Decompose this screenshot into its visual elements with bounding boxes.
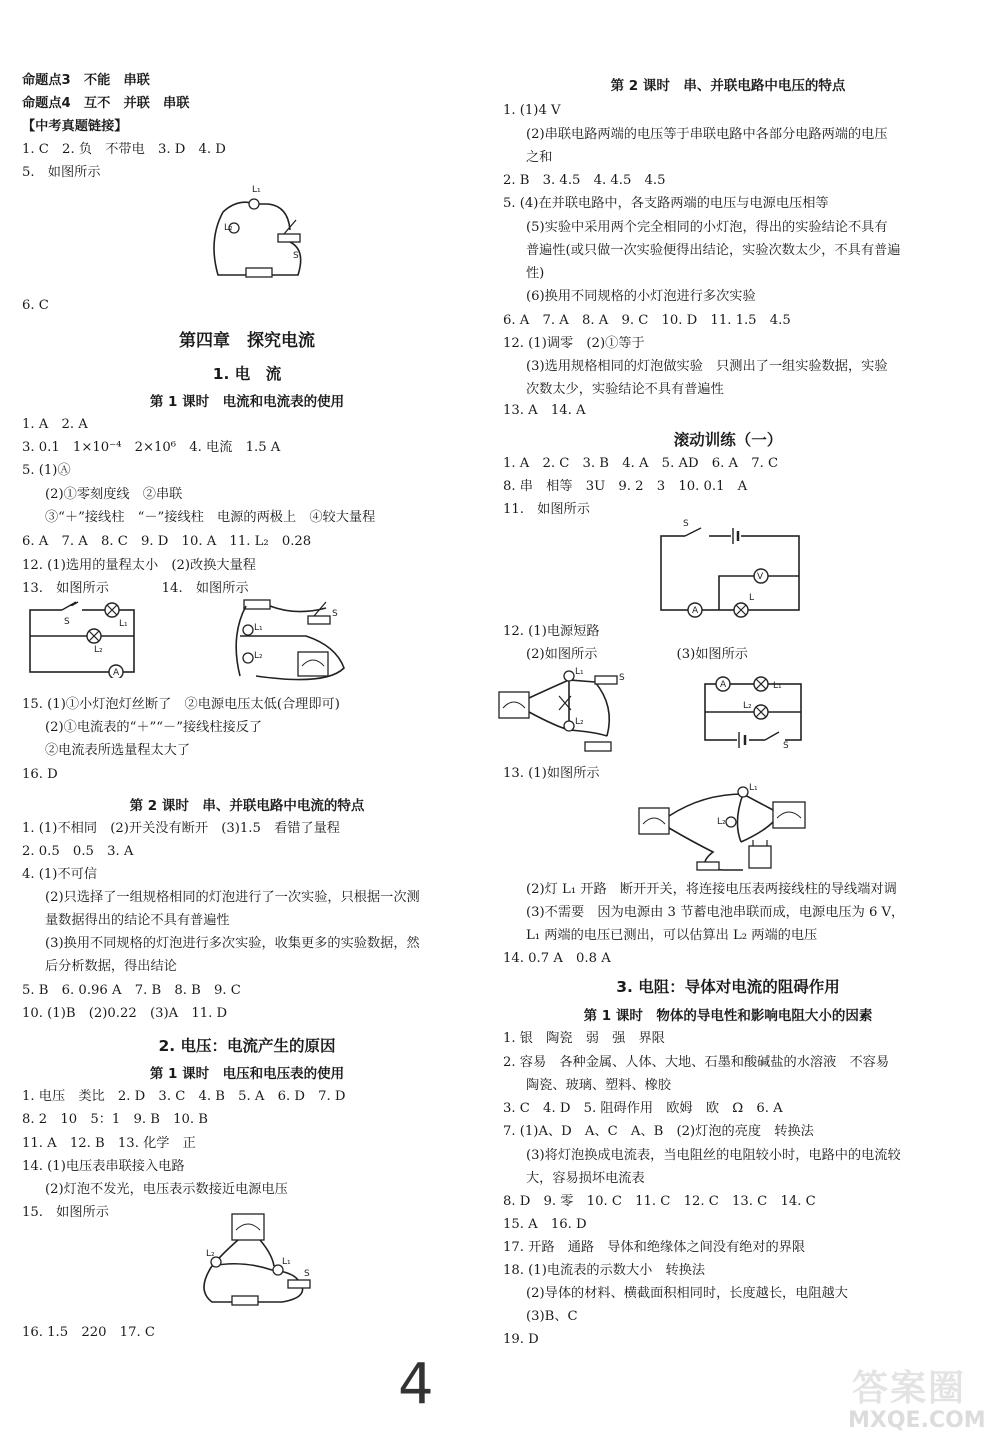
answer-line: 12. (1)电源短路 xyxy=(503,624,600,639)
label-s: S xyxy=(332,609,338,619)
answer-line: 14. (1)电压表串联接入电路 xyxy=(22,1159,185,1174)
label-l2: L₂ xyxy=(743,701,752,711)
circuit-figure-12-2 xyxy=(495,666,635,756)
answer-line: 13. A 14. A xyxy=(503,403,586,418)
page-number: 4 xyxy=(398,1352,434,1417)
answer-line: 次数太少，实验结论不具有普遍性 xyxy=(526,382,724,397)
label-l: L xyxy=(749,593,755,603)
answer-line: 4. (1)不可信 xyxy=(22,867,98,882)
answer-line: 1. (1)不相同 (2)开关没有断开 (3)1.5 看错了量程 xyxy=(22,821,340,836)
answer-line: (6)换用不同规格的小灯泡进行多次实验 xyxy=(526,289,756,304)
label-s: S xyxy=(619,673,625,683)
answer-line: 5. (1)Ⓐ xyxy=(22,463,71,478)
lesson-title: 第 2 课时 串、并联电路中电压的特点 xyxy=(610,78,846,94)
label-v: V xyxy=(757,572,764,582)
answer-line: 2. B 3. 4.5 4. 4.5 4.5 xyxy=(503,173,666,188)
answer-line: 15. A 16. D xyxy=(503,1217,587,1232)
lesson-title: 第 1 课时 电压和电压表的使用 xyxy=(149,1066,345,1082)
answer-line: L₁ 两端的电压已测出，可以估算出 L₂ 两端的电压 xyxy=(526,928,818,943)
answer-line: 2. 0.5 0.5 3. A xyxy=(22,844,134,859)
chapter-title: 第四章 探究电流 xyxy=(179,331,315,351)
answer-line: (2)灯泡不发光，电压表示数接近电源电压 xyxy=(45,1182,288,1197)
answer-line: (2)①电流表的“＋”“－”接线柱接反了 xyxy=(45,720,263,735)
answer-line: 10. (1)B (2)0.22 (3)A 11. D xyxy=(22,1006,228,1021)
label-l1: L₁ xyxy=(773,681,782,691)
answer-line: 1. 银 陶瓷 弱 强 界限 xyxy=(503,1031,665,1046)
label-l1: L₁ xyxy=(575,667,584,677)
circuit-figure-13 xyxy=(24,600,142,678)
label-s: S xyxy=(293,251,299,261)
answer-line: 之和 xyxy=(526,150,553,165)
exam-link-heading: 【中考真题链接】 xyxy=(22,119,128,134)
label-a: A xyxy=(692,606,699,616)
watermark-url: MXQE.COM xyxy=(848,1408,986,1433)
label-l1: L₁ xyxy=(749,783,758,793)
answer-line: (3)选用规格相同的灯泡做实验 只测出了一组实验数据，实验 xyxy=(526,359,888,374)
answer-line: ②电流表所选量程太大了 xyxy=(45,743,191,758)
circuit-figure-11 xyxy=(655,518,805,618)
label-a: A xyxy=(113,668,120,678)
label-s: S xyxy=(683,519,689,529)
circuit-figure-12-3 xyxy=(699,668,807,750)
circuit-figure-15 xyxy=(182,1210,322,1310)
answer-line: 5. (4)在并联电路中，各支路两端的电压与电源电压相等 xyxy=(503,196,829,211)
answer-line: 16. 1.5 220 17. C xyxy=(22,1325,155,1340)
answer-line: (3)换用不同规格的灯泡进行多次实验，收集更多的实验数据，然 xyxy=(45,936,420,951)
answer-line: 12. (1)调零 (2)①等于 xyxy=(503,336,645,351)
answer-line: (2)灯 L₁ 开路 断开开关，将连接电压表两接线柱的导线端对调 xyxy=(526,882,897,897)
answer-line: 量数据得出的结论不具有普遍性 xyxy=(45,913,230,928)
answer-line: 14. 0.7 A 0.8 A xyxy=(503,951,611,966)
answer-line: 13. 如图所示 14. 如图所示 xyxy=(22,581,249,596)
answer-line: 15. 如图所示 xyxy=(22,1205,109,1220)
answer-line: 13. (1)如图所示 xyxy=(503,766,600,781)
label-l2: L₂ xyxy=(94,645,103,655)
lesson-title: 第 2 课时 串、并联电路中电流的特点 xyxy=(129,798,365,814)
proposition-3: 命题点3 不能 串联 xyxy=(22,73,150,88)
answer-line: (3)不需要 因为电源由 3 节蓄电池串联而成，电源电压为 6 V， xyxy=(526,905,905,920)
circuit-figure-13-right xyxy=(633,782,813,882)
answer-line: 3. 0.1 1×10⁻⁴ 2×10⁶ 4. 电流 1.5 A xyxy=(22,440,281,455)
answer-line: 11. A 12. B 13. 化学 正 xyxy=(22,1136,196,1151)
answer-line: 6. A 7. A 8. C 9. D 10. A 11. L₂ 0.28 xyxy=(22,534,312,549)
label-l2: L₂ xyxy=(717,817,726,827)
answer-line: (2)如图所示 (3)如图所示 xyxy=(526,647,748,662)
answer-line: (2)串联电路两端的电压等于串联电路中各部分电路两端的电压 xyxy=(526,127,888,142)
answer-line: 5. 如图所示 xyxy=(22,165,101,180)
label-s: S xyxy=(304,1269,310,1279)
answer-line: (2)①零刻度线 ②串联 xyxy=(45,487,183,502)
answer-line: 19. D xyxy=(503,1332,539,1347)
answer-line: 普遍性(或只做一次实验便得出结论，实验次数太少，不具有普遍 xyxy=(526,243,901,258)
answer-line: ③“＋”接线柱 “－”接线柱 电源的两极上 ④较大量程 xyxy=(45,510,376,525)
answer-line: 1. A 2. A xyxy=(22,417,88,432)
answer-line: 8. 2 10 5：1 9. B 10. B xyxy=(22,1112,208,1127)
watermark-logo: 答案圈 xyxy=(852,1368,967,1409)
label-l1: L₁ xyxy=(254,623,263,633)
label-l1: L₁ xyxy=(119,619,128,629)
label-l2: L₂ xyxy=(254,651,263,661)
circuit-figure-5 xyxy=(198,180,308,292)
label-l1: L₁ xyxy=(252,185,261,195)
answer-line: 8. 串 相等 3U 9. 2 3 10. 0.1 A xyxy=(503,479,748,494)
answer-line: 性) xyxy=(526,266,545,281)
answer-line: (5)实验中采用两个完全相同的小灯泡，得出的实验结论不具有 xyxy=(526,220,888,235)
answer-line: 3. C 4. D 5. 阻碍作用 欧姆 欧 Ω 6. A xyxy=(503,1101,783,1116)
lesson-title: 第 1 课时 物体的导电性和影响电阻大小的因素 xyxy=(583,1008,873,1024)
answer-line: 1. (1)4 V xyxy=(503,103,561,118)
answer-line: 1. C 2. 负 不带电 3. D 4. D xyxy=(22,142,226,157)
answer-line: (3)将灯泡换成电流表，当电阻丝的电阻较小时，电路中的电流较 xyxy=(526,1148,901,1163)
answer-line: 6. A 7. A 8. A 9. C 10. D 11. 1.5 4.5 xyxy=(503,313,791,328)
answer-line: 6. C xyxy=(22,298,49,313)
answer-line: 8. D 9. 零 10. C 11. C 12. C 13. C 14. C xyxy=(503,1194,816,1209)
label-s: S xyxy=(783,741,789,750)
label-l2: L₂ xyxy=(206,1249,215,1259)
answer-line: 陶瓷、玻璃、塑料、橡胶 xyxy=(526,1078,672,1093)
circuit-figure-14 xyxy=(226,596,356,686)
answer-line: 18. (1)电流表的示数大小 转换法 xyxy=(503,1263,706,1278)
answer-line: 5. B 6. 0.96 A 7. B 8. B 9. C xyxy=(22,983,241,998)
lesson-title: 第 1 课时 电流和电流表的使用 xyxy=(149,394,345,410)
answer-line: 大，容易损坏电流表 xyxy=(526,1171,645,1186)
label-a: A xyxy=(720,680,727,690)
answer-line: 后分析数据，得出结论 xyxy=(45,959,177,974)
answer-line: (3)B、C xyxy=(526,1309,578,1324)
section-title: 3. 电阻：导体对电流的阻碍作用 xyxy=(616,978,840,996)
section-title: 2. 电压：电流产生的原因 xyxy=(158,1037,336,1055)
answer-line: 1. A 2. C 3. B 4. A 5. AD 6. A 7. C xyxy=(503,456,779,471)
label-l1: L₁ xyxy=(282,1257,291,1267)
label-s: S xyxy=(64,617,70,627)
section-title: 滚动训练（一） xyxy=(673,431,783,449)
answer-line: 16. D xyxy=(22,767,58,782)
answer-line: 7. (1)A、D A、C A、B (2)灯泡的亮度 转换法 xyxy=(503,1124,814,1139)
answer-line: 17. 开路 通路 导体和绝缘体之间没有绝对的界限 xyxy=(503,1240,806,1255)
answer-line: (2)导体的材料、横截面积相同时，长度越长，电阻越大 xyxy=(526,1286,848,1301)
proposition-4: 命题点4 互不 并联 串联 xyxy=(22,96,190,111)
answer-line: 1. 电压 类比 2. D 3. C 4. B 5. A 6. D 7. D xyxy=(22,1089,346,1104)
answer-line: 15. (1)①小灯泡灯丝断了 ②电源电压太低(合理即可) xyxy=(22,697,340,712)
section-title: 1. 电 流 xyxy=(212,365,282,383)
answer-line: 2. 容易 各种金属、人体、大地、石墨和酸碱盐的水溶液 不容易 xyxy=(503,1055,890,1070)
label-l2: L₂ xyxy=(575,717,584,727)
answer-line: 11. 如图所示 xyxy=(503,502,590,517)
label-l2: L₂ xyxy=(224,223,233,233)
answer-line: 12. (1)选用的量程太小 (2)改换大量程 xyxy=(22,558,256,573)
answer-line: (2)只选择了一组规格相同的灯泡进行了一次实验，只根据一次测 xyxy=(45,890,420,905)
